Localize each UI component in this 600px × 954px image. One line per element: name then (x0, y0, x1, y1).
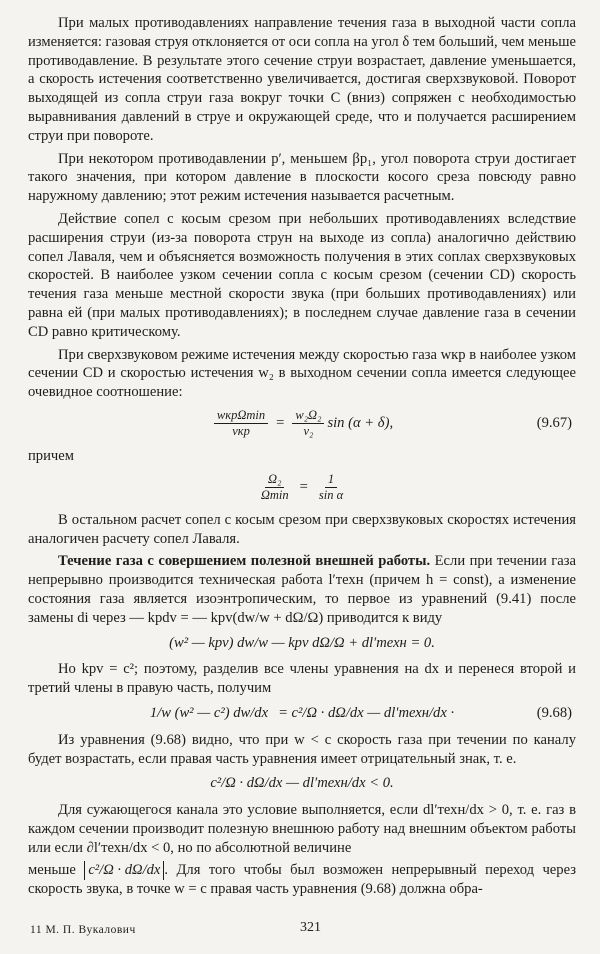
eq967-rhs-denominator: v₂ (303, 423, 314, 438)
paragraph-7 (28, 552, 576, 627)
paragraph-4: При сверхзвуковом режиме истечения между скоростью газа wкр в наиболее узком сечении CD и скоростью истечения w₂ в выходном сечении сопла имеется следующее очевидное соотношение: (28, 346, 576, 401)
ratio-numerator: Ω₂ (265, 472, 284, 488)
paragraph-10-tail: . Для того чтобы был возможен непрерывный переход через скорость звука, в точке w = c правая часть уравнения (9.68) должна обра- (28, 862, 576, 898)
paragraph-10-continued (28, 861, 576, 899)
paragraph-10-lead: меньше (28, 862, 76, 879)
eq967-lhs-denominator: vкр (232, 423, 250, 438)
equation-condition: c²/Ω · dΩ/dx — dl′техн/dx < 0. (210, 775, 394, 792)
paragraph-8: Но kpv = c²; поэтому, разделив все члены уравнения на dx и перенеся второй и третий члены в правую часть, получим (28, 661, 576, 697)
ratio-rhs-fraction (316, 472, 346, 503)
eq967-lhs-numerator: wкрΩmin (214, 408, 268, 424)
paragraph-6: В остальном расчет сопел с косым срезом при сверхзвуковых скоростях истечения аналогичен расчету сопел Лаваля. (28, 511, 576, 547)
eq967-rhs-numerator: w₂Ω₂ (292, 408, 324, 424)
paragraph-3: Действие сопел с косым срезом при небольших противодавлениях вследствие расширения струи (из-за поворота струн на выходе из сопла) аналогично действию сопел Лаваля, чем и объясняется возможность получения в этих соплах сверхзвуковых скоростей. В наиболее узком сечении сопла с косым срезом (сечении CD) скорость течения газа меньше местной скорости звука (при больших противодавлениях) или равна ей (при малых противодавлениях); в последнем случае давление газа в сечении CD равно критическому. (28, 210, 576, 340)
paragraph-7-rest: Если при течении газа непрерывно производится техническая работа l′техн (причем h = const), а изменение состояния газа является изоэнтропическим, то первое из уравнений (9.41) после замены di через — kpdv = — kpv(dw/w + dΩ/Ω) приводится к виду (28, 553, 576, 626)
page-number: 321 (300, 920, 321, 935)
eq968-rhs: = c²/Ω · dΩ/dx — dl′техн/dx · (278, 704, 455, 721)
signature-mark: 11 М. П. Вукалович (30, 924, 136, 936)
eq967-tail: sin (α + δ), (327, 415, 394, 432)
ratio-denominator: Ωmin (260, 487, 289, 502)
ratio-rhs-denominator: sin α (318, 487, 344, 502)
paragraph-1: При малых противодавлениях направление течения газа в выходной части сопла изменяется: газовая струя отклоняется от оси сопла на угол δ тем больший, чем меньше противодавление. В результате этого сечение струи возрастает, давление уменьшается, а скорость истечения соответственно увеличивается, достигая сверхзвуковой. Поворот выходящей из сопла струи газа вокруг точки C (вниз) сопряжен с необходимостью выравнивания давлений в струе и окружающей среде, что и получается расширением струи при повороте. (28, 15, 576, 144)
ratio-rhs-numerator: 1 (325, 472, 337, 488)
eq968-lhs: 1/w (w² — c²) dw/dx (149, 704, 269, 721)
equation-9-67 (28, 408, 576, 439)
eq967-number: (9.67) (536, 415, 572, 432)
equation-9-68 (28, 704, 576, 723)
eq967-equals: = (276, 415, 285, 432)
ratio-lhs-fraction (258, 472, 292, 503)
paragraph-5-lead: причем (28, 447, 74, 464)
eq968-number: (9.68) (536, 704, 572, 721)
eq967-rhs-fraction (292, 408, 324, 439)
body-text (28, 14, 576, 903)
paragraph-9: Из уравнения (9.68) видно, что при w < c скорость газа при течении по каналу будет возрастать, если правая часть уравнения имеет отрицательный знак, т. е. (28, 731, 576, 767)
equation-work: (w² — kpv) dw/w — kpv dΩ/Ω + dl′техн = 0. (169, 634, 435, 651)
paragraph-2: При некотором противодавлении p′, меньшем βp₁, угол поворота струи достигает такого значения, при котором давление в плоскости косого среза повсюду равно наружному давлению; этот режим истечения называется расчетным. (28, 150, 576, 205)
abs-value-expression: c²/Ω · dΩ/dx (84, 861, 164, 880)
paragraph-10: Для сужающегося канала это условие выполняется, если dl′техн/dx > 0, т. е. газ в каждом сечении производит полезную внешнюю работу над внешним объектом работы или если ∂l′техн/dx < 0, но по абсолютной величине (28, 802, 576, 856)
equation-area-ratio: $\frac{\text{Ω₂}}{\Omega\min}$ = $\frac{1}{\text{sin α}}$ (28, 472, 576, 503)
eq967-lhs-fraction (214, 408, 268, 439)
section-heading: Течение газа с совершением полезной внешней работы. (58, 553, 431, 570)
